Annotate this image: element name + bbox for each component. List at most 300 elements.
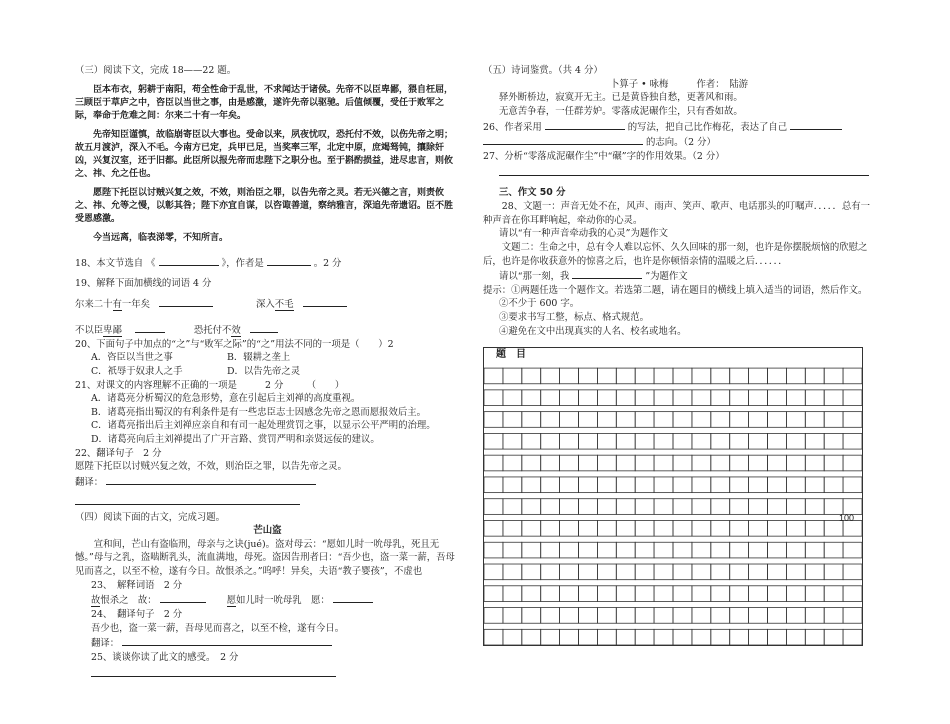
grid-cell[interactable] <box>673 586 692 602</box>
grid-cell[interactable] <box>805 629 824 645</box>
grid-cell[interactable] <box>484 477 503 493</box>
q28-topic-1: 请以“有一种声音牵动我的心灵”为题作文 <box>499 228 668 240</box>
q22-answer-line[interactable] <box>106 474 316 485</box>
grid-cell[interactable] <box>484 455 503 471</box>
grid-cell[interactable] <box>503 390 522 406</box>
composition-grid[interactable] <box>483 347 863 646</box>
grid-cell[interactable] <box>786 629 805 645</box>
grid-cell[interactable] <box>635 629 654 645</box>
grid-cell[interactable] <box>579 390 598 406</box>
grid-cell[interactable] <box>654 499 673 515</box>
grid-cell[interactable] <box>503 368 522 384</box>
grid-cell[interactable] <box>786 412 805 428</box>
grid-cell[interactable] <box>503 477 522 493</box>
grid-cell[interactable] <box>768 390 787 406</box>
question-23: 23、 解释词语 2 分 <box>91 579 183 591</box>
grid-cell[interactable] <box>692 455 711 471</box>
grid-cell[interactable] <box>560 542 579 558</box>
grid-cell[interactable] <box>616 499 635 515</box>
grid-cell[interactable] <box>711 586 730 602</box>
grid-cell[interactable] <box>749 586 768 602</box>
grid-cell[interactable] <box>484 499 503 515</box>
grid-cell[interactable] <box>805 455 824 471</box>
grid-cell[interactable] <box>579 433 598 449</box>
grid-cell[interactable] <box>503 412 522 428</box>
grid-cell[interactable] <box>635 433 654 449</box>
grid-cell[interactable] <box>843 477 862 493</box>
grid-cell[interactable] <box>711 477 730 493</box>
grid-cell[interactable] <box>635 368 654 384</box>
grid-cell[interactable] <box>843 586 862 602</box>
grid-cell[interactable] <box>673 608 692 624</box>
grid-cell[interactable] <box>843 629 862 645</box>
grid-cell[interactable] <box>503 455 522 471</box>
grid-cell[interactable] <box>768 455 787 471</box>
passage-paragraph-1: 臣本布衣，躬耕于南阳，苟全性命于乱世，不求闻达于诸侯。先帝不以臣卑鄙，猥自枉屈，三顾臣于草庐之中，咨臣以当世之事，由是感激，遂许先帝以驱驰。后值倾覆，受任于败军之际，奉命于危难之间：尔来二十有一年矣。 <box>75 84 454 121</box>
grid-cell[interactable] <box>768 433 787 449</box>
grid-cell[interactable] <box>824 608 843 624</box>
grid-cell[interactable] <box>560 629 579 645</box>
grid-cell[interactable] <box>541 412 560 428</box>
tip-3: ③要求书写工整，标点、格式规范。 <box>499 312 650 323</box>
grid-cell[interactable] <box>635 586 654 602</box>
grid-cell[interactable] <box>522 477 541 493</box>
grid-cell[interactable] <box>805 542 824 558</box>
grid-cell[interactable] <box>805 433 824 449</box>
grid-cell[interactable] <box>786 542 805 558</box>
q19-blank-1[interactable] <box>159 296 213 307</box>
q19-items-row1: 尔来二十有一年矣 深入不毛 <box>75 296 460 312</box>
grid-cell[interactable] <box>711 390 730 406</box>
q26-continuation: 的志向。（2 分） <box>483 134 875 150</box>
grid-cell[interactable] <box>635 412 654 428</box>
grid-cell[interactable] <box>560 390 579 406</box>
grid-cell[interactable] <box>768 629 787 645</box>
grid-cell[interactable] <box>484 412 503 428</box>
grid-cell[interactable] <box>579 499 598 515</box>
grid-cell[interactable] <box>522 499 541 515</box>
grid-cell[interactable] <box>503 542 522 558</box>
grid-cell[interactable] <box>522 564 541 580</box>
grid-cell[interactable] <box>824 542 843 558</box>
grid-cell[interactable] <box>730 542 749 558</box>
grid-cell[interactable] <box>805 520 824 536</box>
q27-answer-line[interactable] <box>499 163 869 176</box>
grid-cell[interactable] <box>824 433 843 449</box>
grid-cell[interactable] <box>654 390 673 406</box>
grid-cell[interactable] <box>560 608 579 624</box>
q19-blank-4[interactable] <box>250 322 278 333</box>
grid-cell[interactable] <box>824 629 843 645</box>
q23-blank-2[interactable] <box>333 592 373 603</box>
grid-cell[interactable] <box>579 629 598 645</box>
grid-cell[interactable] <box>730 586 749 602</box>
grid-cell[interactable] <box>484 390 503 406</box>
grid-cell[interactable] <box>484 586 503 602</box>
grid-cell[interactable] <box>692 564 711 580</box>
grid-cell[interactable] <box>635 477 654 493</box>
grid-cell[interactable] <box>616 433 635 449</box>
grid-cell[interactable] <box>673 542 692 558</box>
grid-cell[interactable] <box>597 412 616 428</box>
q26-blank-3[interactable] <box>483 134 643 145</box>
grid-cell[interactable] <box>786 390 805 406</box>
section4-passage: 宣和间，芒山有盗临刑，母亲与之诀(jué)。盗对母云：“愿如儿时一吮母乳，死且无憾。”母与之乳，盗啮断乳头，流血满地，母死。盗因告刑者曰：“吾少也，盗一菜一薪，吾母见而喜之，以至不检，遂有今日。故恨杀之。”呜呼！异矣，夫语“教子婴孩”，不虚也 <box>75 538 455 578</box>
section-composition-heading: 三、作文 50 分 <box>499 187 566 199</box>
q22-translation: 翻译： <box>75 474 460 490</box>
grid-cell[interactable] <box>597 368 616 384</box>
grid-cell[interactable] <box>503 564 522 580</box>
q25-answer-line[interactable] <box>91 664 336 677</box>
grid-cell[interactable] <box>503 629 522 645</box>
grid-cell[interactable] <box>786 520 805 536</box>
grid-cell[interactable] <box>786 608 805 624</box>
grid-cell[interactable] <box>484 629 503 645</box>
grid-cell[interactable] <box>749 542 768 558</box>
grid-cell[interactable] <box>503 608 522 624</box>
grid-cell[interactable] <box>843 455 862 471</box>
grid-cell[interactable] <box>692 608 711 624</box>
grid-cell[interactable] <box>786 499 805 515</box>
grid-cell[interactable] <box>824 586 843 602</box>
grid-cell[interactable] <box>768 520 787 536</box>
grid-cell[interactable] <box>786 586 805 602</box>
grid-cell[interactable] <box>541 586 560 602</box>
grid-cell[interactable] <box>824 455 843 471</box>
grid-cell[interactable] <box>673 390 692 406</box>
grid-cell[interactable] <box>560 499 579 515</box>
grid-cell[interactable] <box>692 412 711 428</box>
grid-cell[interactable] <box>616 564 635 580</box>
grid-cell[interactable] <box>730 368 749 384</box>
grid-cell[interactable] <box>805 564 824 580</box>
grid-cell[interactable] <box>541 390 560 406</box>
grid-cell[interactable] <box>522 629 541 645</box>
grid-cell[interactable] <box>654 586 673 602</box>
grid-cell[interactable] <box>692 586 711 602</box>
q18-author-blank[interactable] <box>267 255 311 266</box>
grid-cell[interactable] <box>768 499 787 515</box>
grid-cell[interactable] <box>635 499 654 515</box>
grid-cell[interactable] <box>711 542 730 558</box>
grid-cell[interactable] <box>522 608 541 624</box>
grid-cell[interactable] <box>673 629 692 645</box>
grid-cell[interactable] <box>484 520 503 536</box>
grid-cell[interactable] <box>579 608 598 624</box>
grid-title: 题 目 <box>496 349 526 360</box>
q24-answer-line[interactable] <box>122 635 332 646</box>
grid-cell[interactable] <box>560 433 579 449</box>
grid-cell[interactable] <box>692 520 711 536</box>
grid-cell[interactable] <box>541 629 560 645</box>
grid-cell[interactable] <box>730 629 749 645</box>
grid-cell[interactable] <box>692 542 711 558</box>
question-24: 24、 翻译句子 2 分 <box>91 608 183 620</box>
grid-cell[interactable] <box>824 477 843 493</box>
grid-cell[interactable] <box>560 586 579 602</box>
grid-cell[interactable] <box>711 520 730 536</box>
grid-cell[interactable] <box>616 586 635 602</box>
grid-cell[interactable] <box>730 412 749 428</box>
grid-cell[interactable] <box>484 542 503 558</box>
grid-cell[interactable] <box>654 542 673 558</box>
grid-cell[interactable] <box>711 412 730 428</box>
grid-cell[interactable] <box>711 499 730 515</box>
grid-cell[interactable] <box>616 629 635 645</box>
grid-cell[interactable] <box>579 477 598 493</box>
grid-cell[interactable] <box>616 368 635 384</box>
grid-cell[interactable] <box>635 520 654 536</box>
grid-cell[interactable] <box>673 455 692 471</box>
grid-cell[interactable] <box>522 368 541 384</box>
grid-cell[interactable] <box>541 499 560 515</box>
grid-cell[interactable] <box>522 520 541 536</box>
q28-title-blank[interactable] <box>572 268 642 279</box>
grid-cell[interactable] <box>805 368 824 384</box>
grid-cell[interactable] <box>597 608 616 624</box>
grid-cell[interactable] <box>654 520 673 536</box>
grid-cell[interactable] <box>616 455 635 471</box>
grid-cell[interactable] <box>522 542 541 558</box>
grid-cell[interactable] <box>541 520 560 536</box>
poem-line-1: 驿外断桥边，寂寞开无主。已是黄昏独自愁，更著风和雨。 <box>499 92 743 104</box>
grid-cell[interactable] <box>654 455 673 471</box>
grid-cell[interactable] <box>597 542 616 558</box>
grid-cell[interactable] <box>616 542 635 558</box>
grid-cell[interactable] <box>673 564 692 580</box>
grid-cell[interactable] <box>635 608 654 624</box>
q24-translation: 翻译： <box>75 635 460 651</box>
grid-cell[interactable] <box>711 455 730 471</box>
grid-cell[interactable] <box>768 586 787 602</box>
grid-cell[interactable] <box>541 477 560 493</box>
grid-cell[interactable] <box>749 368 768 384</box>
grid-cell[interactable] <box>597 390 616 406</box>
grid-cell[interactable] <box>484 368 503 384</box>
grid-cell[interactable] <box>673 477 692 493</box>
grid-cell[interactable] <box>654 433 673 449</box>
question-20: 20、下面句子中加点的“之”与“败军之际”的“之”用法不同的一项是（ ）2 <box>75 338 394 350</box>
grid-cell[interactable] <box>768 412 787 428</box>
grid-cell[interactable] <box>673 520 692 536</box>
grid-cell[interactable] <box>843 390 862 406</box>
grid-cell[interactable] <box>597 499 616 515</box>
grid-cell[interactable] <box>692 368 711 384</box>
grid-cell[interactable] <box>635 542 654 558</box>
grid-cell[interactable] <box>768 368 787 384</box>
grid-cell[interactable] <box>560 455 579 471</box>
grid-cell[interactable] <box>616 390 635 406</box>
grid-cell[interactable] <box>805 412 824 428</box>
grid-cell[interactable] <box>522 412 541 428</box>
grid-cell[interactable] <box>654 368 673 384</box>
grid-cell[interactable] <box>579 564 598 580</box>
grid-cell[interactable] <box>824 390 843 406</box>
grid-cell[interactable] <box>843 564 862 580</box>
grid-cell[interactable] <box>541 455 560 471</box>
grid-cell[interactable] <box>654 477 673 493</box>
grid-cell[interactable] <box>560 368 579 384</box>
grid-cell[interactable] <box>560 564 579 580</box>
grid-cell[interactable] <box>597 586 616 602</box>
grid-cell[interactable] <box>484 433 503 449</box>
grid-cell[interactable] <box>692 499 711 515</box>
grid-cell[interactable] <box>749 608 768 624</box>
grid-cell[interactable] <box>692 390 711 406</box>
q21-option-c: C．诸葛亮指出后主刘禅应亲自和有司一起处理赏罚之事，以显示公平严明的治理。 <box>91 420 436 432</box>
grid-cell[interactable] <box>673 412 692 428</box>
grid-cell[interactable] <box>635 455 654 471</box>
grid-cell[interactable] <box>711 629 730 645</box>
grid-cell[interactable] <box>786 368 805 384</box>
grid-cell[interactable] <box>805 608 824 624</box>
grid-cell[interactable] <box>805 586 824 602</box>
grid-cell[interactable] <box>843 433 862 449</box>
grid-cell[interactable] <box>522 586 541 602</box>
grid-cell[interactable] <box>843 412 862 428</box>
q26-blank-2[interactable] <box>790 119 842 130</box>
grid-cell[interactable] <box>597 455 616 471</box>
grid-cell[interactable] <box>654 629 673 645</box>
grid-cell[interactable] <box>843 608 862 624</box>
grid-cell[interactable] <box>805 477 824 493</box>
grid-cell[interactable] <box>673 433 692 449</box>
q19-blank-2[interactable] <box>303 296 347 307</box>
grid-cell[interactable] <box>843 542 862 558</box>
q19-blank-3[interactable] <box>135 322 165 333</box>
grid-cell[interactable] <box>616 477 635 493</box>
grid-cell[interactable] <box>768 477 787 493</box>
grid-cell[interactable] <box>749 390 768 406</box>
grid-cell[interactable] <box>843 368 862 384</box>
grid-cell[interactable] <box>579 520 598 536</box>
grid-cell[interactable] <box>749 412 768 428</box>
grid-cell[interactable] <box>597 564 616 580</box>
grid-cell[interactable] <box>749 520 768 536</box>
grid-cell[interactable] <box>560 477 579 493</box>
grid-cell[interactable] <box>711 368 730 384</box>
grid-cell[interactable] <box>597 629 616 645</box>
grid-cell[interactable] <box>730 499 749 515</box>
q24-sentence: 吾少也，盗一菜一薪，吾母见而喜之，以至不检，遂有今日。 <box>91 622 345 634</box>
grid-cell[interactable] <box>541 368 560 384</box>
grid-cell[interactable] <box>654 564 673 580</box>
grid-cell[interactable] <box>824 368 843 384</box>
grid-cell[interactable] <box>730 477 749 493</box>
grid-cell[interactable] <box>749 455 768 471</box>
grid-cell[interactable] <box>579 586 598 602</box>
grid-cell[interactable] <box>560 412 579 428</box>
question-25: 25、谈谈你读了此文的感受。 2 分 <box>91 651 239 663</box>
grid-cell[interactable] <box>711 608 730 624</box>
grid-cell[interactable] <box>730 564 749 580</box>
grid-cell[interactable] <box>824 564 843 580</box>
grid-cell[interactable] <box>635 390 654 406</box>
q18-title-blank[interactable] <box>159 255 219 266</box>
section5-heading: （五）诗词鉴赏。（共 4 分） <box>483 65 603 76</box>
grid-cell[interactable] <box>692 629 711 645</box>
q20-options-row2: C．祇辱于奴隶人之手 D．以告先帝之灵 <box>91 365 301 377</box>
grid-cell[interactable] <box>711 433 730 449</box>
grid-cell[interactable] <box>805 499 824 515</box>
tip-2: ②不少于 600 字。 <box>499 298 580 310</box>
grid-cell[interactable] <box>560 520 579 536</box>
grid-cell[interactable] <box>786 564 805 580</box>
poem-line-2: 无意苦争春，一任群芳妒。零落成泥碾作尘，只有香如故。 <box>499 105 743 117</box>
grid-cell[interactable] <box>673 499 692 515</box>
grid-cell[interactable] <box>541 564 560 580</box>
question-28-prompt-2: 文题二：生命之中，总有令人难以忘怀、久久回味的那一刻，也许是你摆脱烦恼的欣慰之后，也许是你收获意外的惊喜之后，也许是你顿悟亲情的温暖之后．．．．．． <box>483 241 868 267</box>
q22-answer-line-2[interactable] <box>75 492 300 505</box>
grid-cell[interactable] <box>673 368 692 384</box>
grid-cell[interactable] <box>597 433 616 449</box>
grid-cell[interactable] <box>654 608 673 624</box>
grid-cell[interactable] <box>749 629 768 645</box>
grid-cell[interactable] <box>522 390 541 406</box>
grid-cell[interactable] <box>484 608 503 624</box>
q23-blank-1[interactable] <box>160 592 206 603</box>
grid-cell[interactable] <box>768 564 787 580</box>
grid-cell[interactable] <box>768 608 787 624</box>
grid-cell[interactable] <box>616 608 635 624</box>
grid-cell[interactable] <box>730 433 749 449</box>
grid-cell[interactable] <box>749 433 768 449</box>
q26-blank-1[interactable] <box>545 119 625 130</box>
grid-cell[interactable] <box>616 520 635 536</box>
grid-cell[interactable] <box>503 586 522 602</box>
grid-cell[interactable] <box>541 433 560 449</box>
grid-cell[interactable] <box>503 499 522 515</box>
right-column <box>483 64 875 338</box>
grid-cell[interactable] <box>730 520 749 536</box>
grid-cell[interactable] <box>730 455 749 471</box>
grid-cell[interactable] <box>522 433 541 449</box>
grid-cell[interactable] <box>692 433 711 449</box>
grid-cell[interactable] <box>597 520 616 536</box>
grid-cell[interactable] <box>579 368 598 384</box>
grid-cell[interactable] <box>786 455 805 471</box>
grid-cell[interactable] <box>692 477 711 493</box>
grid-cell[interactable] <box>730 390 749 406</box>
grid-cell[interactable] <box>749 564 768 580</box>
grid-cell[interactable] <box>597 477 616 493</box>
grid-cell[interactable] <box>768 542 787 558</box>
grid-cell[interactable] <box>654 412 673 428</box>
grid-cell[interactable] <box>541 608 560 624</box>
grid-cell[interactable] <box>503 520 522 536</box>
grid-cell[interactable] <box>484 564 503 580</box>
grid-cell[interactable] <box>579 455 598 471</box>
q20-options-row1: A．咨臣以当世之事 B．辍耕之垄上 <box>91 352 291 364</box>
grid-cell[interactable] <box>824 412 843 428</box>
grid-cell[interactable] <box>616 412 635 428</box>
grid-cell[interactable] <box>749 499 768 515</box>
grid-cell[interactable] <box>786 477 805 493</box>
section3-heading: （三）阅读下文，完成 18——22 题。 <box>75 65 237 76</box>
grid-cell[interactable] <box>786 433 805 449</box>
grid-cell[interactable] <box>579 542 598 558</box>
grid-cell[interactable] <box>579 412 598 428</box>
grid-cell[interactable] <box>730 608 749 624</box>
grid-cell[interactable] <box>635 564 654 580</box>
grid-cell[interactable] <box>503 433 522 449</box>
grid-cell[interactable] <box>711 564 730 580</box>
grid-cells[interactable] <box>484 362 862 645</box>
grid-cell[interactable] <box>749 477 768 493</box>
grid-cell[interactable] <box>805 390 824 406</box>
grid-cell[interactable] <box>541 542 560 558</box>
grid-cell[interactable] <box>522 455 541 471</box>
